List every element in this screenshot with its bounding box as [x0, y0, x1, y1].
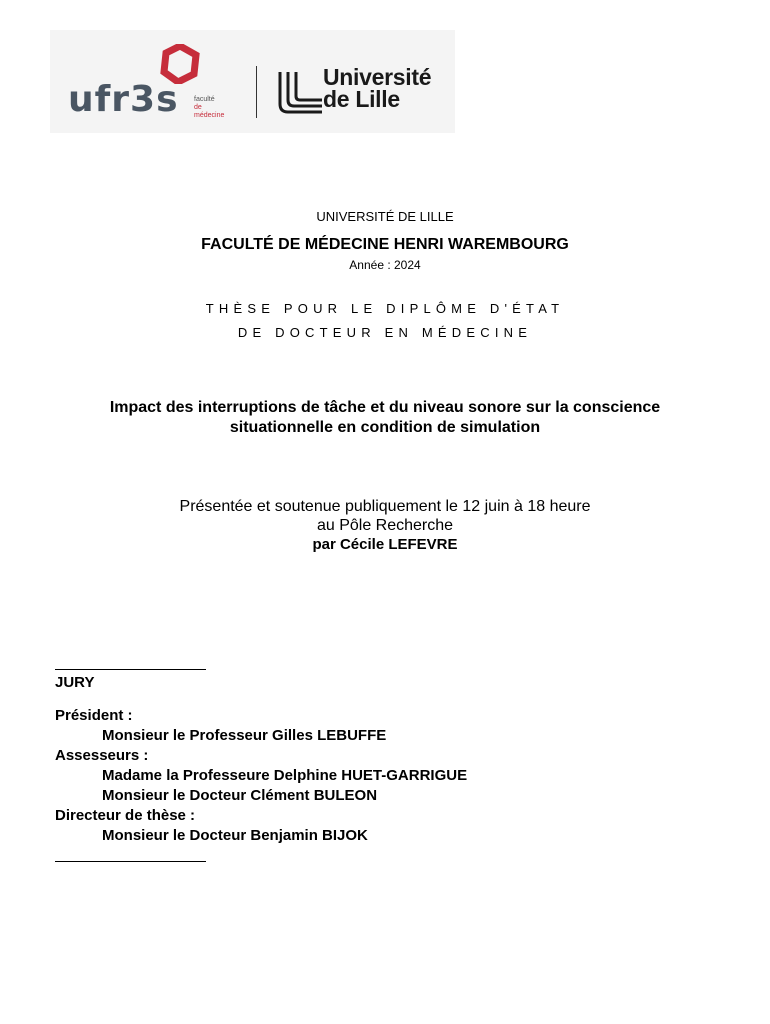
jury-section	[55, 673, 467, 846]
universite-lille-mark-icon	[276, 70, 326, 116]
assessors-label: Assesseurs :	[55, 747, 149, 764]
lille-line1: Université	[323, 64, 432, 90]
lille-line2: de Lille	[323, 86, 400, 112]
jury-bottom-rule	[55, 861, 206, 862]
thesis-title-line2: situationnelle en condition de simulation	[229, 419, 541, 436]
thesis-title	[0, 398, 770, 438]
logo-band	[50, 30, 455, 133]
presentation-info	[0, 497, 770, 554]
director-label: Directeur de thèse :	[55, 807, 196, 824]
universite-lille-wordmark	[323, 66, 431, 110]
assessor-name: Monsieur le Docteur Clément BULEON	[102, 787, 378, 804]
university-name: UNIVERSITÉ DE LILLE	[316, 209, 454, 224]
faculty-name: FACULTÉ DE MÉDECINE HENRI WAREMBOURG	[201, 236, 569, 253]
ufr3s-subtitle	[194, 96, 228, 120]
ufr3s-subtitle-line1: faculté	[194, 96, 215, 103]
thesis-type-line1: THÈSE POUR LE DIPLÔME D'ÉTAT	[205, 301, 565, 316]
jury-top-rule	[55, 669, 206, 670]
presentation-place: au Pôle Recherche	[316, 517, 454, 534]
ufr3s-subtitle-line2: de médecine	[194, 104, 225, 119]
president-name: Monsieur le Professeur Gilles LEBUFFE	[102, 727, 387, 744]
director-name: Monsieur le Docteur Benjamin BIJOK	[102, 827, 368, 844]
ufr3s-wordmark: ufr3s	[68, 79, 179, 120]
author-name: par Cécile LEFEVRE	[312, 536, 458, 553]
ufr3s-logo	[68, 44, 228, 124]
thesis-title-line1: Impact des interruptions de tâche et du niveau sonore sur la conscience	[109, 399, 661, 416]
assessor-name: Madame la Professeure Delphine HUET-GARRIGUE	[102, 767, 468, 784]
thesis-type-line2: DE DOCTEUR EN MÉDECINE	[237, 325, 533, 340]
logo-divider	[256, 66, 257, 118]
academic-year: Année : 2024	[349, 258, 421, 272]
presentation-date: Présentée et soutenue publiquement le 12 juin à 18 heure	[179, 498, 591, 515]
jury-heading: JURY	[55, 674, 95, 691]
president-label: Président :	[55, 707, 133, 724]
ufr3s-hexagon-icon	[160, 44, 200, 84]
